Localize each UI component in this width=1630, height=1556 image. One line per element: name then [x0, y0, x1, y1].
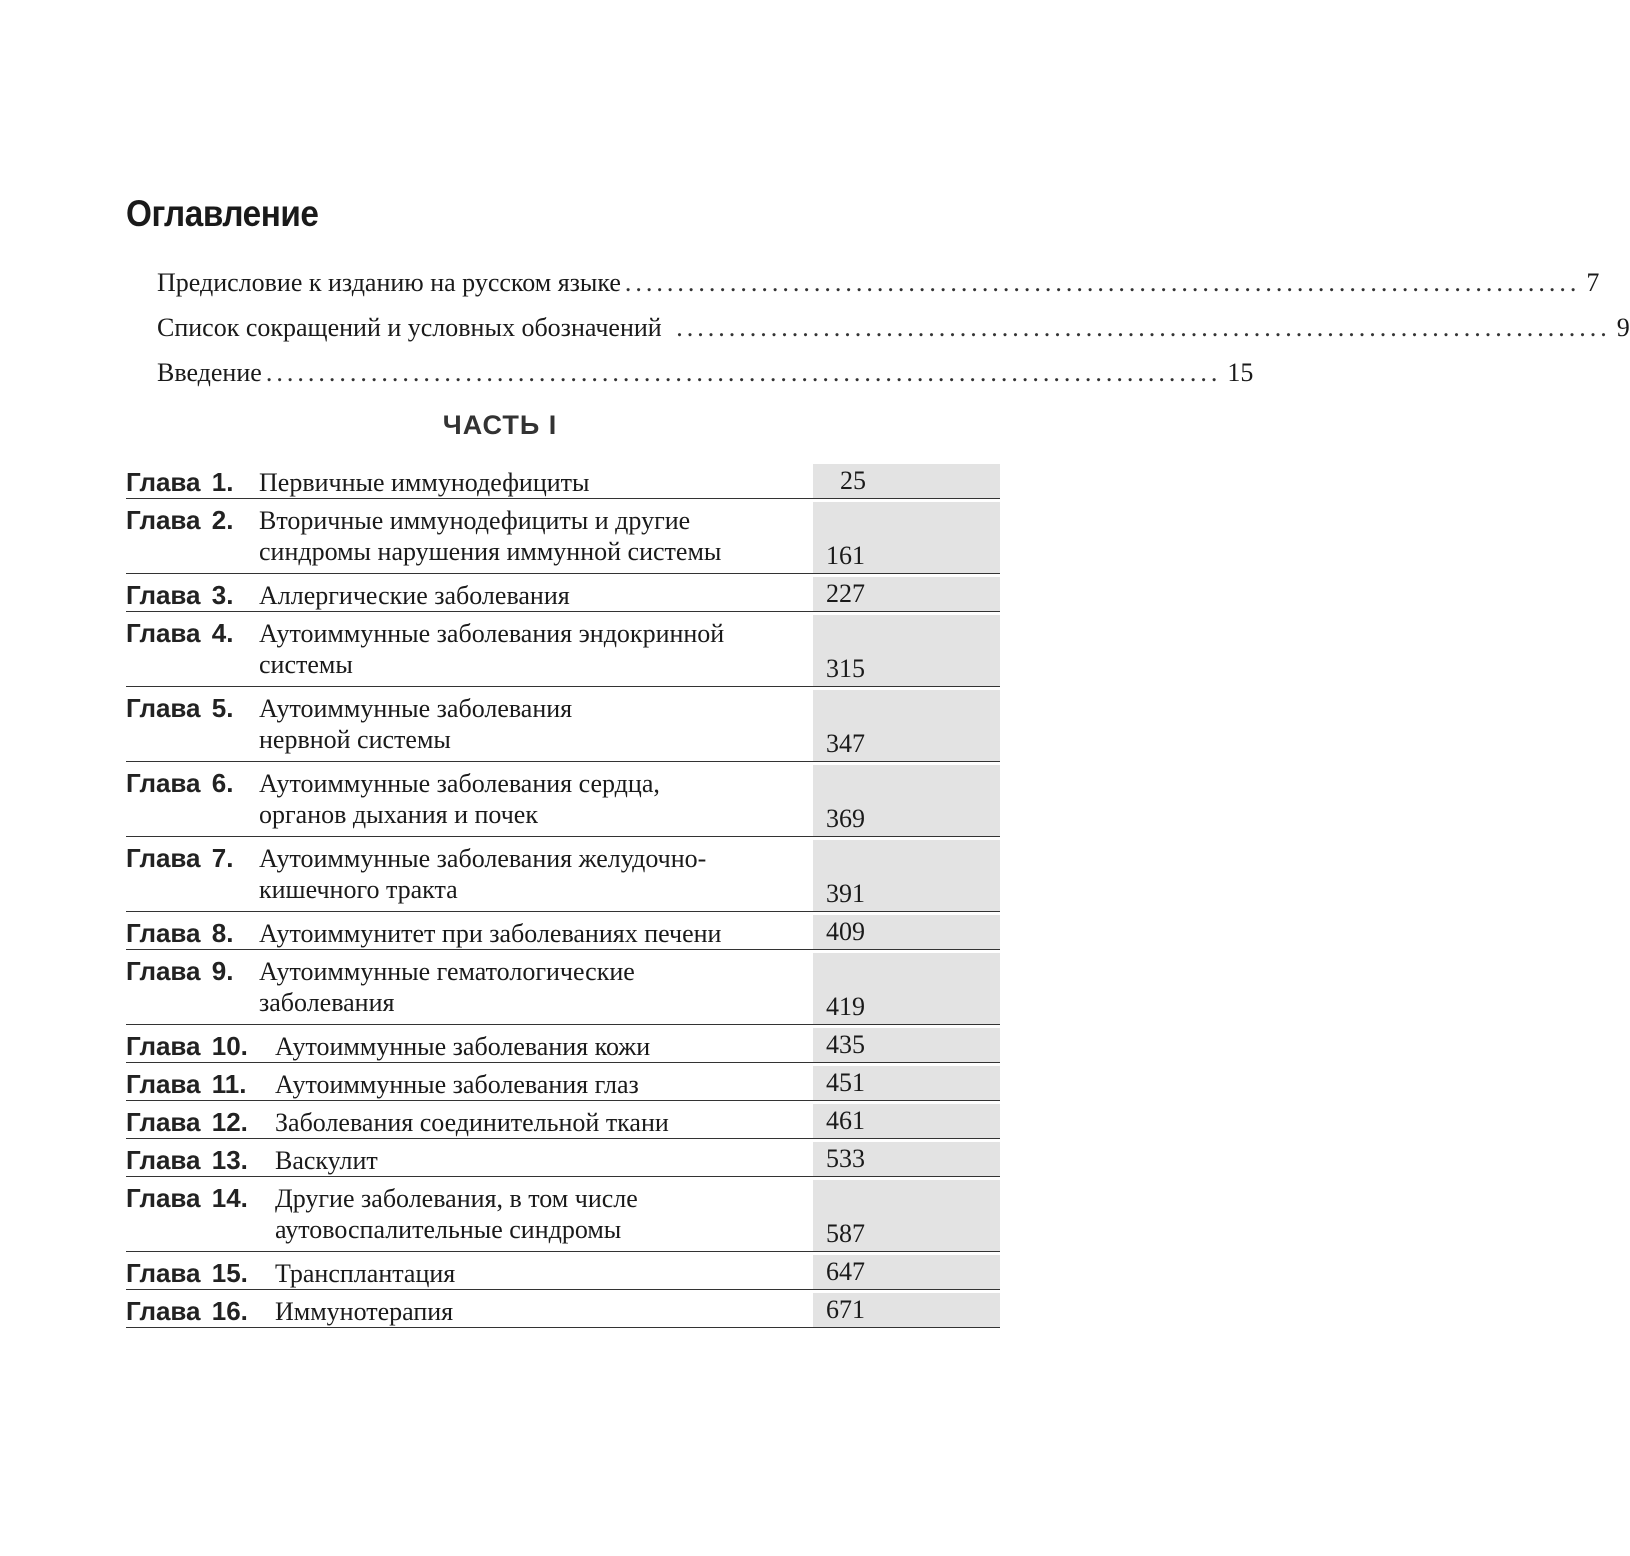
- chapter-title: [259, 693, 819, 755]
- chapter-title-line: Аутоиммунные заболевания сердца,: [259, 769, 660, 798]
- chapter-title-line: органов дыхания и почек: [259, 800, 538, 829]
- chapter-label: Глава 6.: [126, 768, 234, 798]
- chapter-label: Глава 11.: [126, 1069, 247, 1099]
- chapter-title-line: нервной системы: [259, 725, 451, 754]
- chapter-title: [259, 467, 819, 498]
- chapter-page: 347: [826, 729, 865, 758]
- chapter-row[interactable]: [126, 1139, 1000, 1177]
- chapter-label: Глава 2.: [126, 505, 234, 535]
- chapter-page: 315: [826, 654, 865, 683]
- chapter-page: 369: [826, 804, 865, 833]
- chapter-page: 161: [826, 541, 865, 570]
- chapter-title-line: Вторичные иммунодефициты и другие: [259, 506, 691, 535]
- chapter-label: Глава 7.: [126, 843, 234, 873]
- chapter-page: 671: [826, 1295, 865, 1324]
- chapter-page: 419: [826, 992, 865, 1021]
- chapter-title: [259, 918, 819, 949]
- page-title: Оглавление: [126, 193, 319, 234]
- front-matter-title: Предисловие к изданию на русском языке: [157, 268, 621, 297]
- chapter-title-line: Аутоиммунные заболевания глаз: [275, 1070, 639, 1099]
- front-matter-page: 7: [1586, 268, 1600, 297]
- chapter-title: [275, 1258, 835, 1289]
- chapter-label: Глава 14.: [126, 1183, 248, 1213]
- dot-leader: ...........................................................................................: [265, 358, 1222, 387]
- chapter-page: 533: [826, 1144, 865, 1173]
- chapter-page: 647: [826, 1257, 865, 1286]
- front-matter-item[interactable]: [157, 358, 1254, 403]
- chapter-title: [259, 768, 819, 830]
- chapter-title: [275, 1069, 835, 1100]
- chapter-title: [259, 580, 819, 611]
- chapter-title: [275, 1107, 835, 1138]
- chapter-title-line: Аллергические заболевания: [259, 581, 570, 610]
- chapter-title-line: Аутоиммунные заболевания желудочно-: [259, 844, 707, 873]
- front-matter-item[interactable]: [157, 268, 1600, 313]
- chapter-row[interactable]: [126, 461, 1000, 499]
- chapter-title: [275, 1031, 835, 1062]
- chapter-row[interactable]: [126, 687, 1000, 762]
- chapter-row[interactable]: [126, 950, 1000, 1025]
- chapter-label: Глава 15.: [126, 1258, 248, 1288]
- dot-leader: ...........................................................................................: [624, 268, 1581, 297]
- chapter-page: 391: [826, 879, 865, 908]
- chapter-title-line: Аутоиммунные заболевания: [259, 694, 573, 723]
- chapter-title: [259, 956, 819, 1018]
- chapter-row[interactable]: [126, 912, 1000, 950]
- chapter-list: [126, 461, 1000, 1328]
- chapter-title-line: Аутоиммунные заболевания эндокринной: [259, 619, 725, 648]
- chapter-title-line: заболевания: [259, 988, 395, 1017]
- chapter-title: [275, 1296, 835, 1327]
- chapter-label: Глава 3.: [126, 580, 234, 610]
- chapter-title-line: кишечного тракта: [259, 875, 458, 904]
- chapter-row[interactable]: [126, 1025, 1000, 1063]
- chapter-row[interactable]: [126, 612, 1000, 687]
- chapter-title-line: Аутоиммунитет при заболеваниях печени: [259, 919, 722, 948]
- chapter-label: Глава 16.: [126, 1296, 248, 1326]
- chapter-row[interactable]: [126, 1290, 1000, 1328]
- chapter-row[interactable]: [126, 499, 1000, 574]
- chapter-title-line: Васкулит: [275, 1146, 378, 1175]
- front-matter-title: Введение: [157, 358, 262, 387]
- chapter-title-line: синдромы нарушения иммунной системы: [259, 537, 722, 566]
- chapter-title-line: Иммунотерапия: [275, 1297, 454, 1326]
- front-matter-item[interactable]: [157, 313, 1630, 358]
- chapter-title-line: Заболевания соединительной ткани: [275, 1108, 669, 1137]
- dot-leader: .........................................................................................: [665, 313, 1611, 342]
- chapter-title: [259, 618, 819, 680]
- chapter-title-line: Аутоиммунные заболевания кожи: [275, 1032, 651, 1061]
- chapter-page: 587: [826, 1219, 865, 1248]
- chapter-title-line: системы: [259, 650, 353, 679]
- chapter-title: [259, 505, 819, 567]
- chapter-label: Глава 9.: [126, 956, 234, 986]
- chapter-row[interactable]: [126, 1063, 1000, 1101]
- chapter-title-line: Трансплантация: [275, 1259, 456, 1288]
- chapter-row[interactable]: [126, 1252, 1000, 1290]
- chapter-row[interactable]: [126, 574, 1000, 612]
- chapter-page: 461: [826, 1106, 865, 1135]
- front-matter-page: 15: [1227, 358, 1254, 387]
- chapter-title: [275, 1145, 835, 1176]
- chapter-page: 227: [826, 579, 865, 608]
- chapter-page: 25: [840, 466, 866, 495]
- chapter-title-line: аутовоспалительные синдромы: [275, 1215, 622, 1244]
- front-matter-title: Список сокращений и условных обозначений: [157, 313, 662, 342]
- part-heading: ЧАСТЬ I: [442, 410, 558, 440]
- front-matter-page: 9: [1616, 313, 1630, 342]
- chapter-label: Глава 1.: [126, 467, 234, 497]
- chapter-title-line: Аутоиммунные гематологические: [259, 957, 635, 986]
- chapter-row[interactable]: [126, 1101, 1000, 1139]
- chapter-label: Глава 8.: [126, 918, 234, 948]
- chapter-label: Глава 12.: [126, 1107, 248, 1137]
- chapter-title: [259, 843, 819, 905]
- chapter-page: 435: [826, 1030, 865, 1059]
- chapter-label: Глава 4.: [126, 618, 234, 648]
- chapter-label: Глава 10.: [126, 1031, 248, 1061]
- chapter-row[interactable]: [126, 837, 1000, 912]
- chapter-title-line: Первичные иммунодефициты: [259, 468, 590, 497]
- chapter-title: [275, 1183, 835, 1245]
- chapter-page: 409: [826, 917, 865, 946]
- chapter-page: 451: [826, 1068, 865, 1097]
- chapter-row[interactable]: [126, 1177, 1000, 1252]
- chapter-label: Глава 13.: [126, 1145, 248, 1175]
- chapter-row[interactable]: [126, 762, 1000, 837]
- chapter-title-line: Другие заболевания, в том числе: [275, 1184, 638, 1213]
- front-matter-list: [157, 268, 1630, 403]
- chapter-label: Глава 5.: [126, 693, 234, 723]
